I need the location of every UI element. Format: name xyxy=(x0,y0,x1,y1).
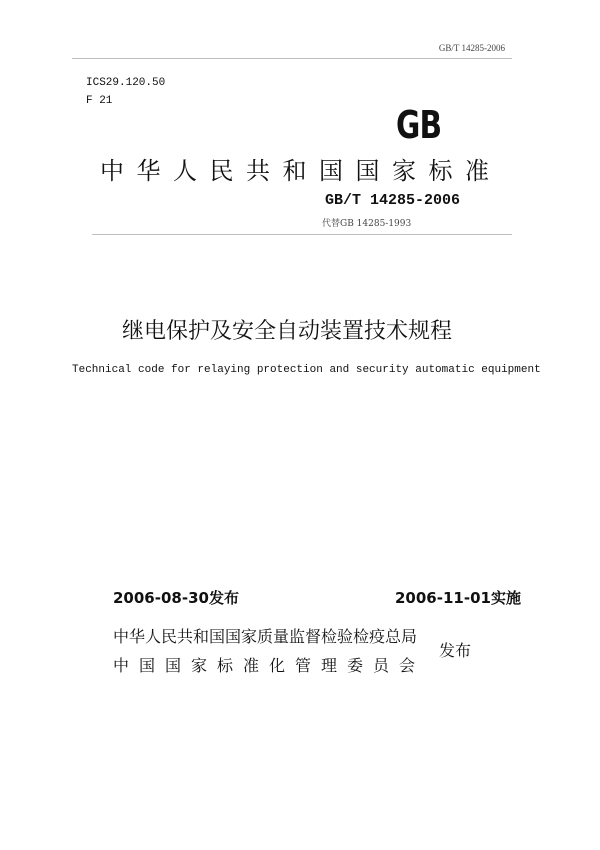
document-title-chinese: 继电保护及安全自动装置技术规程 xyxy=(122,319,453,344)
title-divider xyxy=(92,234,512,235)
issuer-aqsiq: 中华人民共和国国家质量监督检验检疫总局 xyxy=(113,627,418,646)
header-divider xyxy=(72,58,512,59)
national-standard-title: 中华人民共和国国家标准 xyxy=(100,157,502,185)
standard-number: GB/T 14285-2006 xyxy=(325,192,461,209)
replaces-note: 代替GB 14285-1993 xyxy=(322,219,412,229)
ics-code: ICS29.120.50 xyxy=(86,77,166,89)
ccs-code: F 21 xyxy=(86,95,113,107)
document-title-english: Technical code for relaying protection and security automatic equipment xyxy=(72,364,541,376)
issuer-sac: 中国国家标准化管理委员会 xyxy=(113,656,426,675)
header-standard-code: GB/T 14285-2006 xyxy=(438,43,505,53)
implementation-date: 2006-11-01实施 xyxy=(395,589,521,607)
publish-label: 发布 xyxy=(439,641,472,660)
issue-date: 2006-08-30发布 xyxy=(113,589,239,607)
gb-logo: GB xyxy=(396,103,442,147)
